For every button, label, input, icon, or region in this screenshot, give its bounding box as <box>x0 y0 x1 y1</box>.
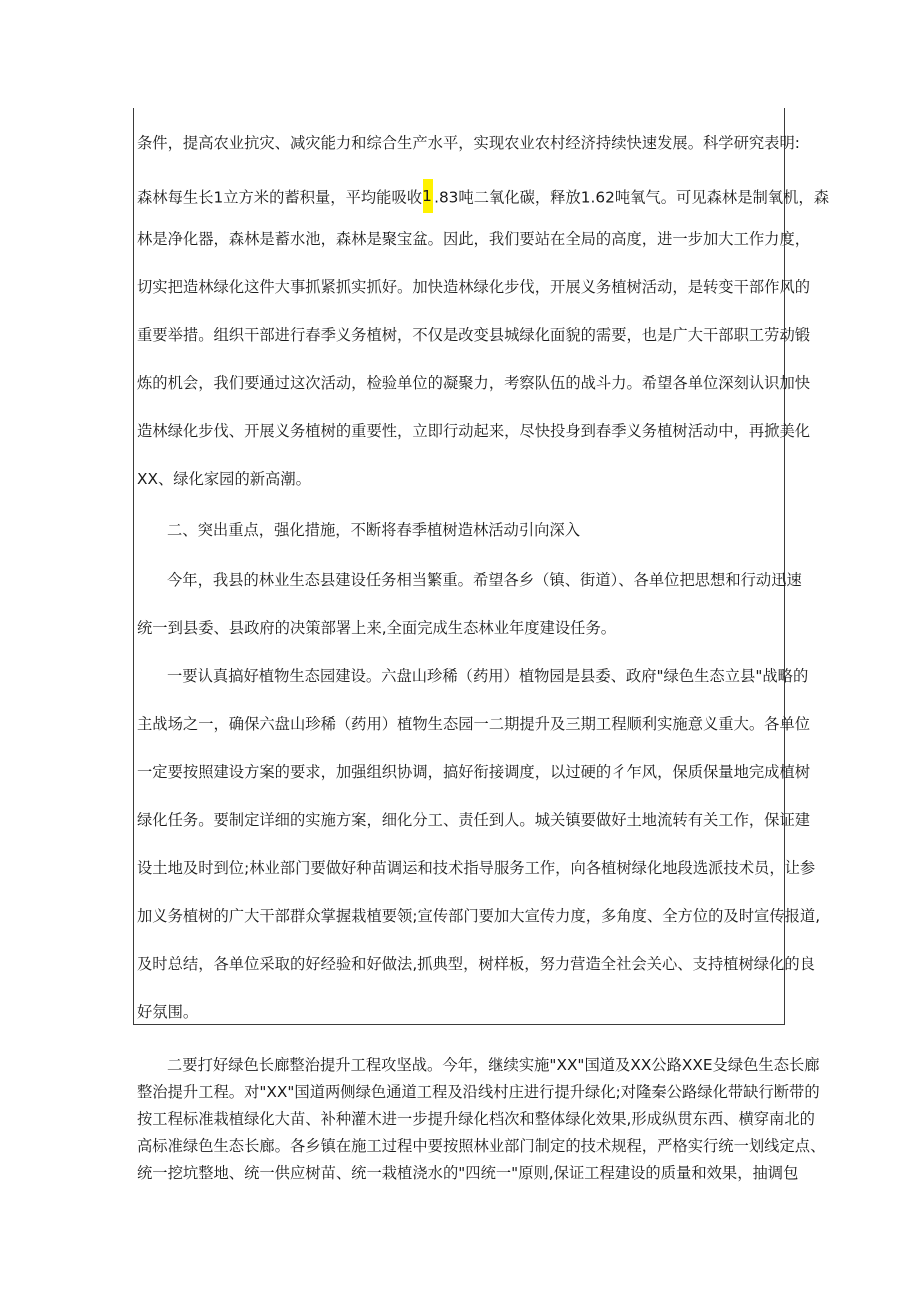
paragraph-line: 好氛围。 <box>137 1003 199 1021</box>
paragraph-line: 重要举措。组织干部进行春季义务植树，不仅是改变县城绿化面貌的需要，也是广大干部职工劳动锻 <box>137 326 811 344</box>
paragraph-line: 一要认真搞好植物生态园建设。六盘山珍稀（药用）植物园是县委、政府"绿色生态立县"战略的 <box>167 667 809 685</box>
paragraph-line: 今年，我县的林业生态县建设任务相当繁重。希望各乡（镇、街道）、各单位把思想和行动迅速 <box>167 571 802 589</box>
paragraph-line: 林是净化器，森林是蓄水池，森林是聚宝盆。因此，我们要站在全局的高度，进一步加大工作力度， <box>137 230 811 248</box>
paragraph-line: 整治提升工程。对"XX"国道两侧绿色通道工程及沿线村庄进行提升绿化;对隆秦公路绿化带缺行断带的 <box>137 1083 820 1101</box>
paragraph-line-highlighted: 森林每生长1立方米的蓄积量，平均能吸收1 .83吨二氧化碳，释放1.62吨氧气。可见森林是制氧机，森 <box>137 181 783 215</box>
paragraph-line: 加义务植树的广大干部群众掌握栽植要领;宣传部门要加大宣传力度，多角度、全方位的及时宣传报道, <box>137 907 821 925</box>
paragraph-line: 按工程标准栽植绿化大苗、补种灌木进一步提升绿化档次和整体绿化效果,形成纵贯东西、横穿南北的 <box>137 1110 815 1128</box>
paragraph-line: 及时总结，各单位采取的好经验和好做法,抓典型，树样板，努力营造全社会关心、支持植树绿化的良 <box>137 955 815 973</box>
paragraph-line: 绿化任务。要制定详细的实施方案，细化分工、责任到人。城关镇要做好土地流转有关工作，保证建 <box>137 811 811 829</box>
paragraph-line: 设土地及时到位;林业部门要做好种苗调运和技术指导服务工作，向各植树绿化地段选派技术员，让参 <box>137 859 816 877</box>
paragraph-line: 造林绿化步伐、开展义务植树的重要性，立即行动起来，尽快投身到春季义务植树活动中，再掀美化 <box>137 422 811 440</box>
paragraph-line: XX、绿化家园的新高潮。 <box>137 470 311 488</box>
highlight-mark: 1 <box>423 179 433 213</box>
paragraph-line: 高标准绿色生态长廊。各乡镇在施工过程中要按照林业部门制定的技术规程，严格实行统一划线定点、 <box>137 1137 826 1155</box>
paragraph-line: 条件，提高农业抗灾、减灾能力和综合生产水平，实现农业农村经济持续快速发展。科学研究表明: <box>137 134 800 152</box>
paragraph-line: 二要打好绿色长廊整治提升工程攻坚战。今年，继续实施"XX"国道及XX公路XXE殳绿色生态长廊 <box>167 1056 820 1074</box>
section-heading: 二、突出重点，强化措施，不断将春季植树造林活动引向深入 <box>167 521 581 539</box>
paragraph-line: 一定要按照建设方案的要求，加强组织协调，搞好衔接调度，以过硬的彳乍风，保质保量地完成植树 <box>137 763 811 781</box>
paragraph-line: 炼的机会，我们要通过这次活动，检验单位的凝聚力，考察队伍的战斗力。希望各单位深刻认识加快 <box>137 374 811 392</box>
paragraph-line: 切实把造林绿化这件大事抓紧抓实抓好。加快造林绿化步伐，开展义务植树活动，是转变干部作风的 <box>137 278 811 296</box>
paragraph-line: 统一挖坑整地、统一供应树苗、统一栽植浇水的"四统一"原则,保证工程建设的质量和效果，抽调包 <box>137 1164 799 1182</box>
paragraph-line: 主战场之一，确保六盘山珍稀（药用）植物生态园一二期提升及三期工程顺利实施意义重大。各单位 <box>137 715 811 733</box>
paragraph-line: 统一到县委、县政府的决策部署上来,全面完成生态林业年度建设任务。 <box>137 619 617 637</box>
